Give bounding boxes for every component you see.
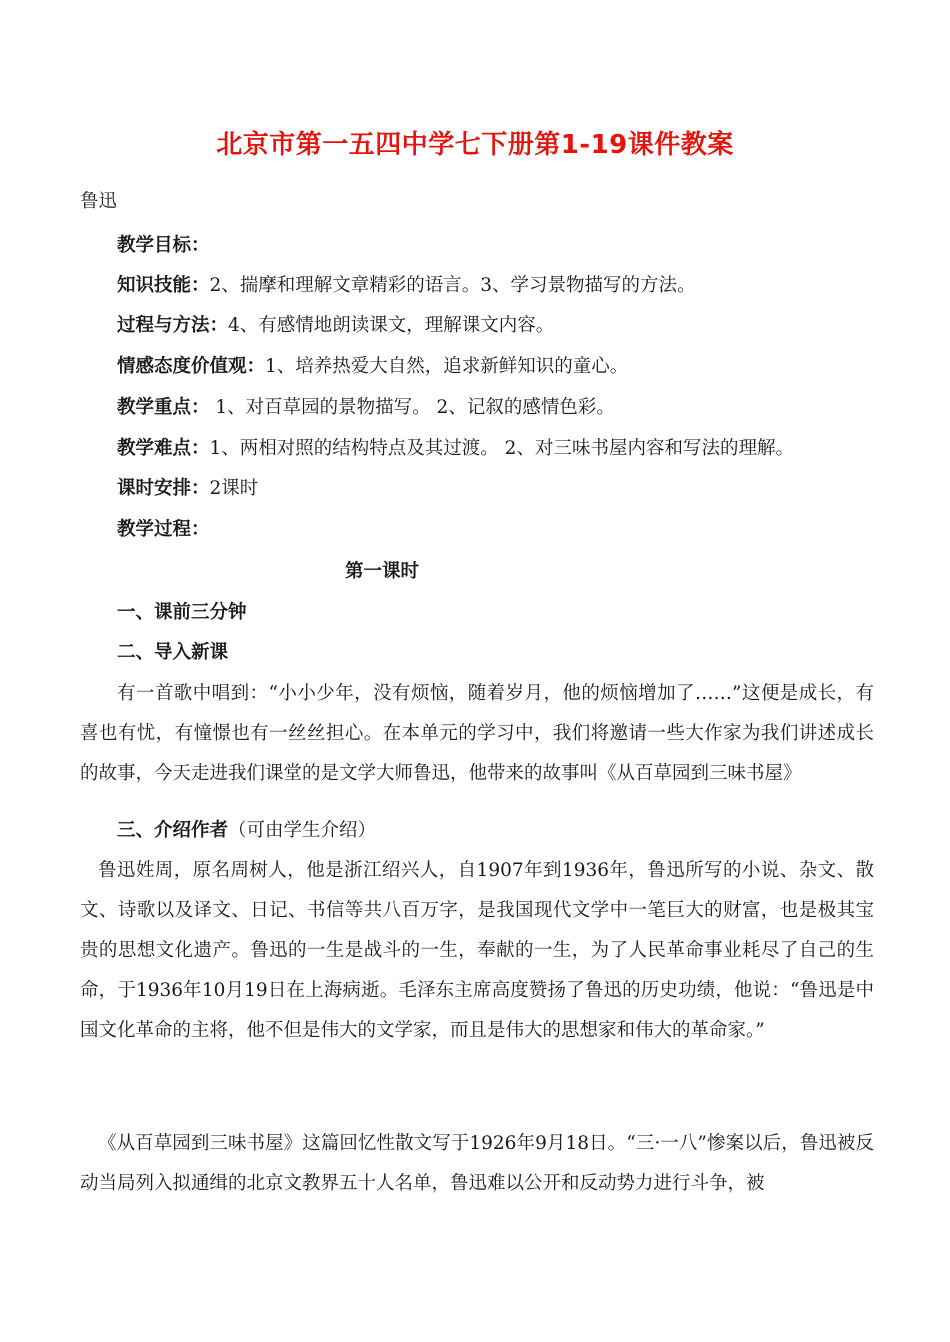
author-paragraph: 鲁迅姓周，原名周树人，他是浙江绍兴人，自1907年到1936年，鲁迅所写的小说、杂文、散文、诗歌以及译文、日记、书信等共八百万字，是我国现代文学中一笔巨大的财富，也是极其宝贵的思想文化遗产。鲁迅的一生是战斗的一生，奉献的一生，为了人民革命事业耗尽了自己的生命，于1936年10月19日在上海病逝。毛泽东主席高度赞扬了鲁迅的历史功绩，他说：“鲁迅是中国文化革命的主将，他不但是伟大的文学家，而且是伟大的思想家和伟大的革命家。” — [80, 860, 874, 1041]
key-label: 教学重点： — [117, 397, 210, 418]
emotion-line — [117, 354, 628, 380]
key-text: 1、对百草园的景物描写。 2、记叙的感情色彩。 — [209, 397, 615, 418]
process-method-line — [117, 313, 554, 339]
knowledge-skills-line — [117, 273, 696, 299]
difficult-text: 1、两相对照的结构特点及其过渡。 2、对三味书屋内容和写法的理解。 — [209, 438, 794, 459]
section-2-heading: 二、导入新课 — [117, 642, 229, 663]
section-3-line — [117, 818, 376, 844]
process-label: 过程与方法： — [117, 315, 229, 336]
author-name: 鲁迅 — [80, 191, 118, 212]
lesson-title: 第一课时 — [345, 561, 420, 582]
knowledge-label: 知识技能： — [117, 275, 210, 296]
key-points-line — [117, 395, 615, 421]
difficult-points-line — [117, 436, 794, 462]
difficult-label: 教学难点： — [117, 438, 210, 459]
schedule-line — [117, 476, 258, 502]
schedule-text: 2课时 — [209, 478, 259, 499]
document-title: 北京市第一五四中学七下册第1-19课件教案 — [216, 130, 734, 160]
section-1-heading: 一、课前三分钟 — [117, 602, 247, 623]
section-3-heading: 三、介绍作者 — [117, 820, 229, 841]
process-text: 4、有感情地朗读课文，理解课文内容。 — [228, 315, 555, 336]
background-paragraph: 《从百草园到三味书屋》这篇回忆性散文写于1926年9月18日。“三·一八”惨案以后，鲁迅被反动当局列入拟通缉的北京文教界五十人名单，鲁迅难以公开和反动势力进行斗争，被 — [80, 1133, 874, 1194]
process-heading: 教学过程： — [117, 519, 210, 540]
knowledge-text: 2、揣摩和理解文章精彩的语言。3、学习景物描写的方法。 — [209, 275, 696, 296]
emotion-label: 情感态度价值观： — [117, 356, 266, 377]
schedule-label: 课时安排： — [117, 478, 210, 499]
intro-paragraph: 有一首歌中唱到：“小小少年，没有烦恼，随着岁月，他的烦恼增加了……”这便是成长，有喜也有忧，有憧憬也有一丝丝担心。在本单元的学习中，我们将邀请一些大作家为我们讲述成长的故事，今天走进我们课堂的是文学大师鲁迅，他带来的故事叫《从百草园到三味书屋》 — [80, 683, 874, 784]
goals-heading: 教学目标： — [117, 235, 210, 256]
emotion-text: 1、培养热爱大自然，追求新鲜知识的童心。 — [265, 356, 629, 377]
section-3-note: （可由学生介绍） — [228, 820, 377, 841]
